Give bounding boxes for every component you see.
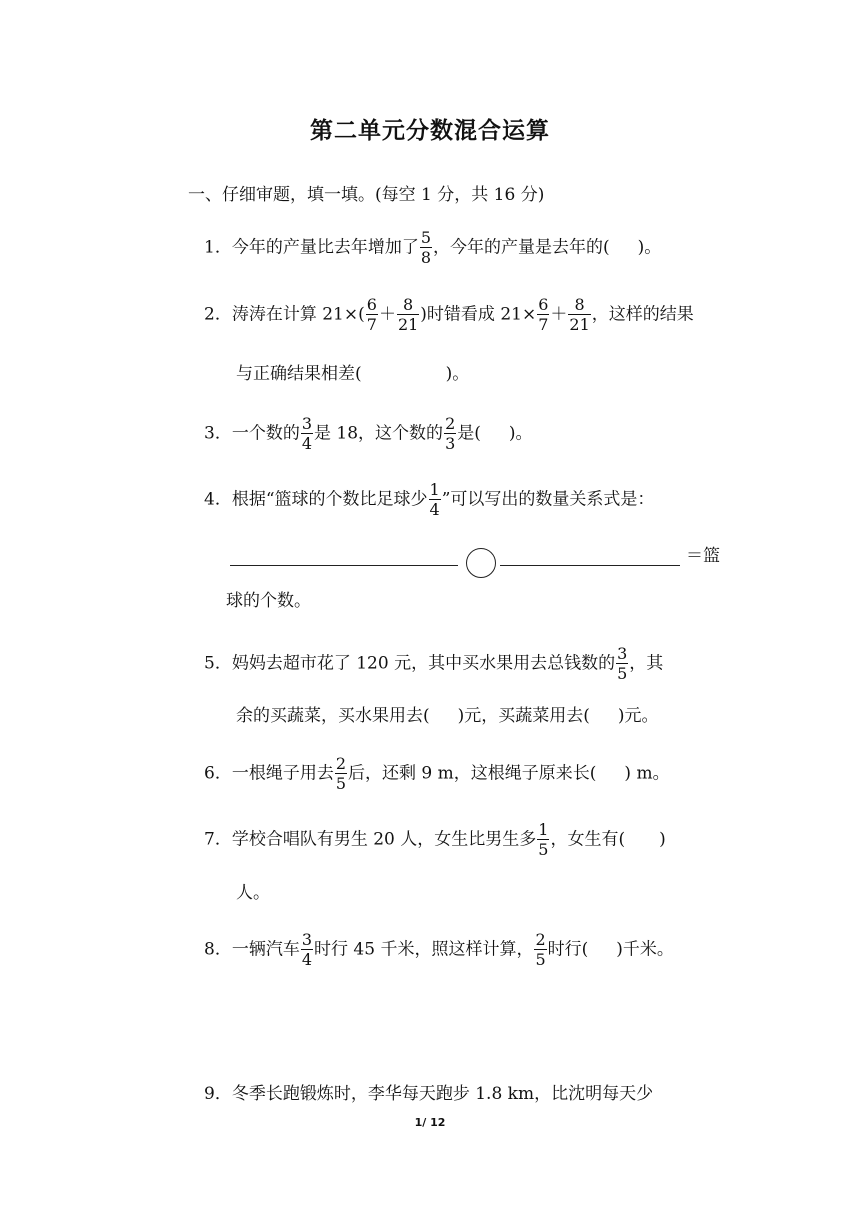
fraction — [568, 297, 590, 333]
question-number: 8． — [204, 939, 232, 960]
question-text: ，今年的产量是去年的( — [433, 237, 610, 258]
question-1 — [204, 230, 661, 266]
question-2 — [204, 297, 694, 333]
answer-line-left[interactable] — [230, 565, 458, 566]
plus-sign: ＋ — [550, 304, 568, 325]
question-number: 2． — [204, 304, 232, 325]
numerator: 1 — [429, 480, 440, 499]
question-text: )千米。 — [616, 939, 674, 960]
question-number: 7． — [204, 829, 232, 850]
fraction — [420, 230, 432, 266]
fraction — [301, 932, 313, 968]
question-text: )元，买蔬菜用去( — [457, 706, 590, 726]
question-text: ，这样的结果 — [591, 304, 694, 325]
question-4 — [204, 482, 654, 518]
question-text: ) m。 — [624, 763, 670, 784]
question-text: 是( — [457, 423, 481, 444]
question-text: 今年的产量比去年增加了 — [231, 237, 419, 258]
question-number: 9． — [204, 1084, 232, 1104]
numerator: 1 — [538, 820, 549, 839]
question-text: )时错看成 21× — [420, 304, 537, 325]
denominator: 5 — [535, 950, 546, 969]
question-3 — [204, 416, 533, 452]
numerator: 6 — [538, 295, 549, 314]
denominator: 4 — [301, 434, 313, 453]
question-7 — [204, 822, 666, 858]
numerator: 8 — [574, 295, 585, 314]
question-8 — [204, 932, 674, 968]
question-text: )。 — [637, 237, 662, 258]
question-text: 一根绳子用去 — [231, 763, 334, 784]
question-text: 涛涛在计算 21×( — [231, 304, 365, 325]
numerator: 2 — [335, 754, 347, 773]
question-9 — [204, 1086, 653, 1103]
question-5-continued — [236, 708, 659, 725]
fraction — [534, 932, 546, 968]
question-6 — [204, 756, 670, 792]
denominator: 8 — [420, 248, 432, 267]
question-text: 一个数的 — [231, 423, 300, 444]
numerator: 3 — [301, 414, 313, 433]
numerator: 8 — [403, 295, 414, 314]
question-7-continued: 人。 — [236, 883, 270, 903]
question-text: 一辆汽车 — [231, 939, 300, 960]
numerator: 3 — [617, 644, 628, 663]
fraction — [397, 297, 419, 333]
question-text: 时行( — [547, 939, 589, 960]
plus-sign: ＋ — [378, 304, 396, 325]
denominator: 5 — [335, 774, 347, 793]
fraction — [537, 297, 549, 333]
fraction — [301, 416, 313, 452]
question-text: )元。 — [617, 706, 659, 726]
question-text: ，其 — [629, 653, 664, 674]
fraction — [444, 416, 456, 452]
question-text: 冬季长跑锻炼时，李华每天跑步 1.8 km，比沈明每天少 — [231, 1084, 654, 1104]
fraction — [335, 756, 347, 792]
numerator: 2 — [445, 414, 456, 433]
numerator: 2 — [535, 930, 546, 949]
denominator: 5 — [538, 840, 549, 859]
page-number: 1/ 12 — [414, 1116, 446, 1129]
equation-tail: ＝篮 — [686, 546, 720, 566]
denominator: 21 — [569, 315, 590, 334]
question-text: 学校合唱队有男生 20 人，女生比男生多 — [231, 829, 537, 850]
denominator: 7 — [366, 315, 377, 334]
question-2-continued — [236, 366, 469, 383]
question-text: 后，还剩 9 m，这根绳子原来长( — [348, 763, 597, 784]
answer-line-right[interactable] — [500, 565, 680, 566]
question-number: 4． — [204, 489, 232, 510]
denominator: 21 — [397, 315, 419, 334]
denominator: 7 — [538, 315, 549, 334]
denominator: 5 — [617, 664, 628, 683]
question-text: 时行 45 千米，照这样计算， — [314, 939, 534, 960]
question-5 — [204, 646, 663, 682]
denominator: 4 — [301, 950, 313, 969]
question-text: )。 — [445, 364, 470, 384]
fraction — [429, 482, 441, 518]
question-4-continued: 球的个数。 — [226, 591, 311, 611]
fraction — [616, 646, 628, 682]
numerator: 5 — [420, 228, 432, 247]
numerator: 3 — [301, 930, 313, 949]
fraction — [537, 822, 549, 858]
question-text: 妈妈去超市花了 120 元，其中买水果用去总钱数的 — [231, 653, 616, 674]
section-heading: 一、仔细审题，填一填。(每空 1 分，共 16 分) — [188, 185, 545, 205]
numerator: 6 — [366, 295, 377, 314]
question-text: ”可以写出的数量关系式是： — [441, 489, 655, 510]
question-text: 余的买蔬菜，买水果用去( — [236, 706, 430, 726]
question-number: 6． — [204, 763, 232, 784]
question-text: 根据“篮球的个数比足球少 — [231, 489, 428, 510]
page-title: 第二单元分数混合运算 — [310, 118, 550, 144]
question-text: ) — [659, 829, 666, 850]
operator-circle[interactable] — [466, 548, 496, 578]
question-text: 与正确结果相差( — [236, 364, 362, 384]
question-number: 3． — [204, 423, 232, 444]
question-number: 1． — [204, 237, 232, 258]
question-text: ，女生有( — [550, 829, 626, 850]
question-number: 5． — [204, 653, 232, 674]
denominator: 3 — [445, 434, 456, 453]
question-text: )。 — [508, 423, 533, 444]
denominator: 4 — [429, 500, 440, 519]
fraction — [366, 297, 378, 333]
question-text: 是 18，这个数的 — [314, 423, 444, 444]
